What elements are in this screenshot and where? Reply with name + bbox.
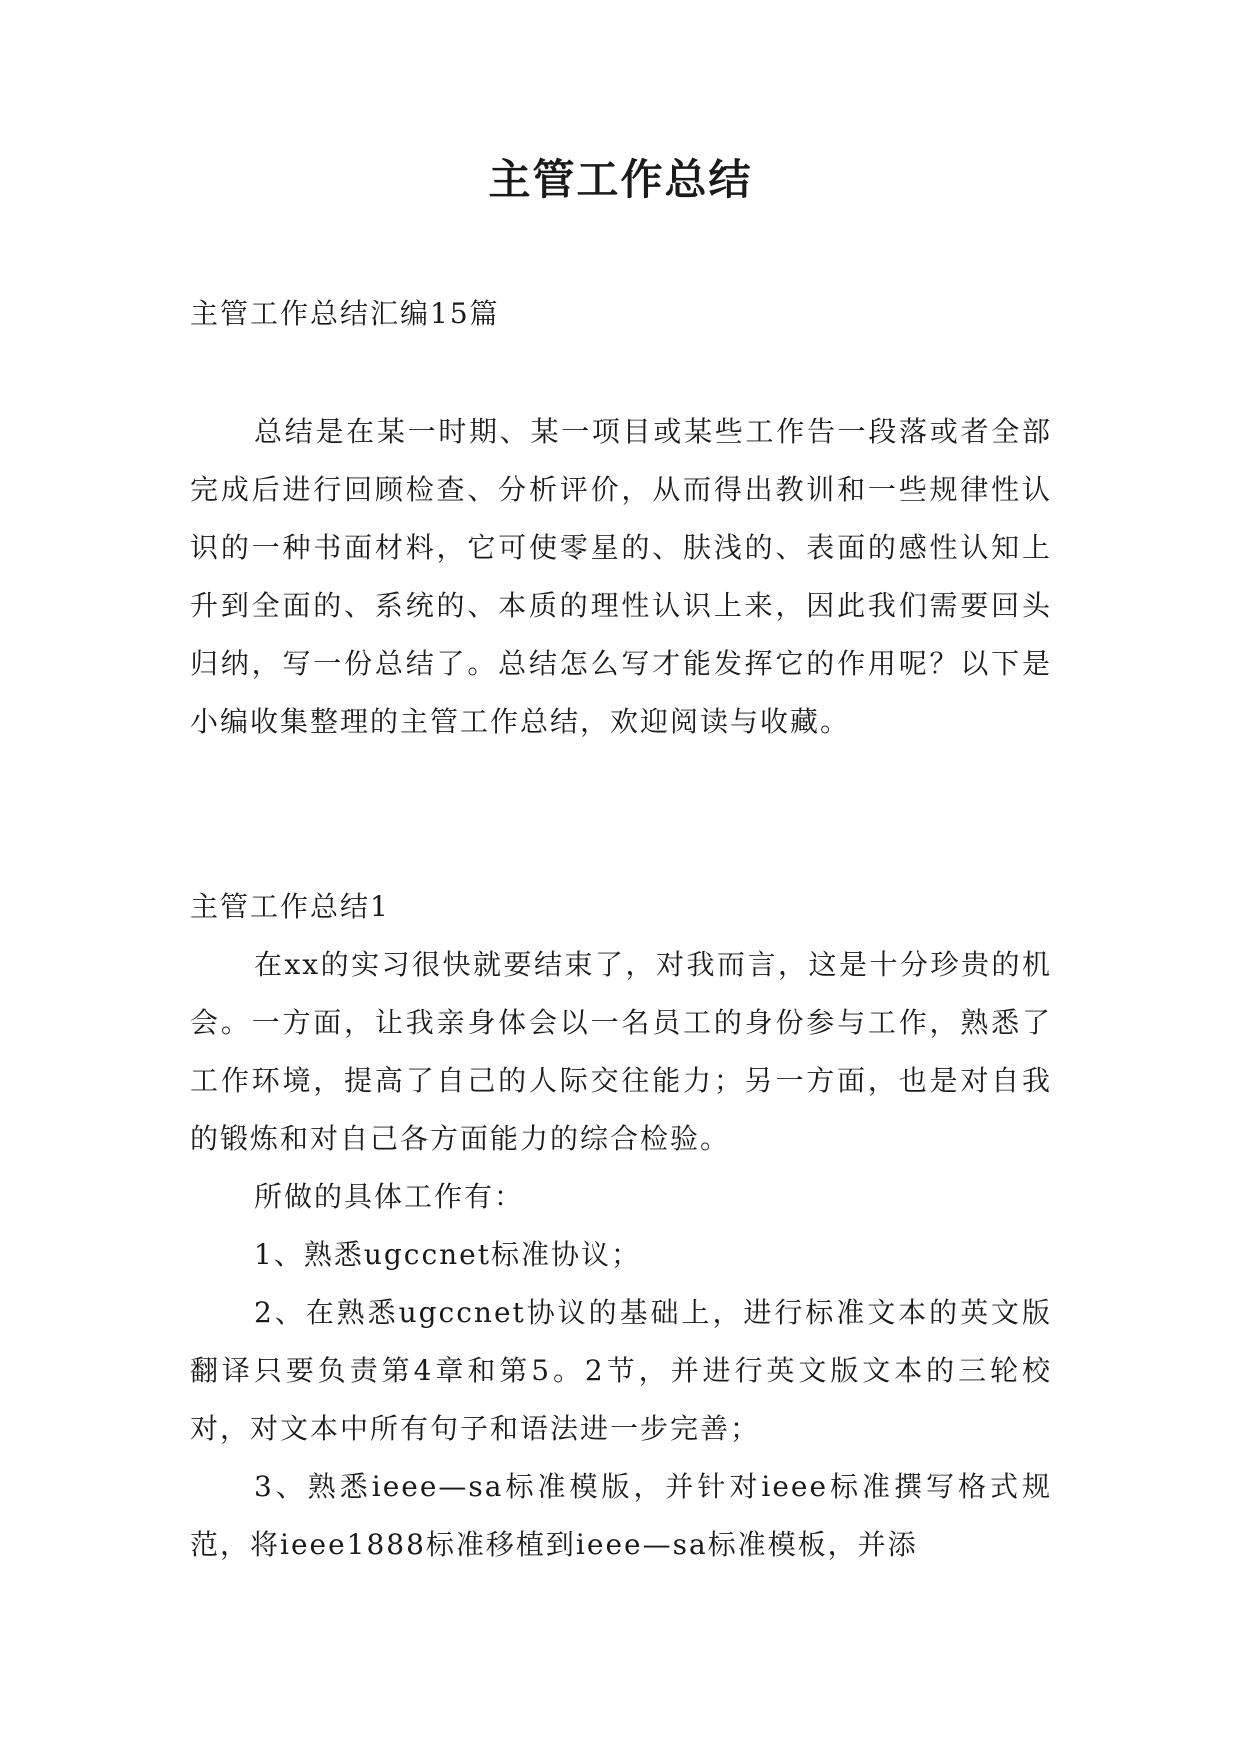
list-item: 3、熟悉ieee—sa标准模版，并针对ieee标准撰写格式规范，将ieee1888标准移植到ieee—sa标准模板，并添 [190,1470,1052,1561]
section-heading: 主管工作总结1 [190,890,390,923]
document-title: 主管工作总结 [488,155,753,204]
section-1 [190,878,1052,1574]
list-item: 2、在熟悉ugccnet协议的基础上，进行标准文本的英文版翻译只要负责第4章和第5。2节，并进行英文版文本的三轮校对，对文本中所有句子和语法进一步完善； [190,1296,1052,1445]
intro-paragraph: 总结是在某一时期、某一项目或某些工作告一段落或者全部完成后进行回顾检查、分析评价，从而得出教训和一些规律性认识的一种书面材料，它可使零星的、肤浅的、表面的感性认知上升到全面的、系统的、本质的理性认识上来，因此我们需要回头归纳，写一份总结了。总结怎么写才能发挥它的作用呢？以下是小编收集整理的主管工作总结，欢迎阅读与收藏。 [190,415,1052,738]
document-subtitle: 主管工作总结汇编15篇 [190,297,500,330]
list-item: 1、熟悉ugccnet标准协议； [254,1238,641,1271]
section-paragraph: 所做的具体工作有： [254,1180,525,1213]
section-paragraph: 在xx的实习很快就要结束了，对我而言，这是十分珍贵的机会。一方面，让我亲身体会以一名员工的身份参与工作，熟悉了工作环境，提高了自己的人际交往能力；另一方面，也是对自我的锻炼和对自己各方面能力的综合检验。 [190,948,1052,1155]
